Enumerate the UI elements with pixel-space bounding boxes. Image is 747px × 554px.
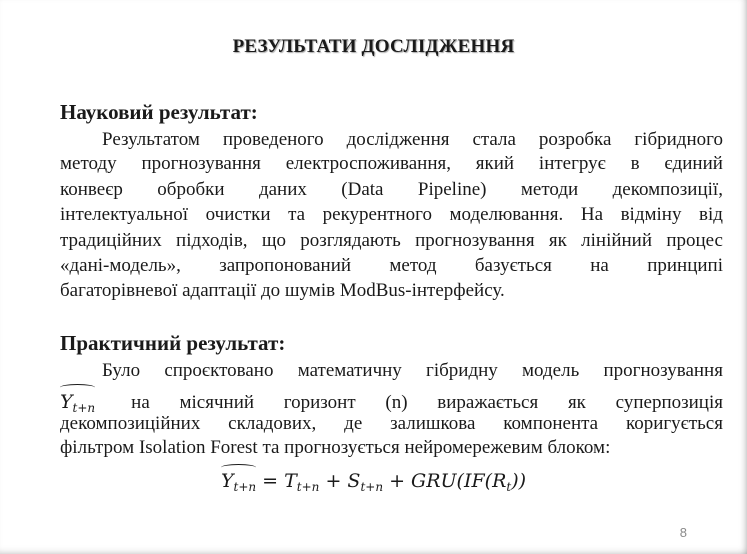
- practical-result-heading: Практичний результат:: [60, 331, 286, 355]
- paragraph-line: конвеєр обробки даних (Data Pipeline) методи декомпозиції,: [60, 179, 723, 200]
- slide-title: РЕЗУЛЬТАТИ ДОСЛІДЖЕННЯ: [232, 36, 515, 57]
- paragraph-line: Було спроєктовано математичну гібридну модель прогнозування: [102, 360, 723, 381]
- forecast-symbol: $Y_{t+n}$: [60, 384, 95, 420]
- paragraph-line: традиційних підходів, що розглядають прогнозування як лінійний процес: [60, 230, 723, 251]
- formula-gru-term: $GRU(IF(R_t))$: [411, 470, 527, 494]
- paragraph-line: Результатом проведеного дослідження стала розробка гібридного: [102, 129, 723, 150]
- paragraph-line-text: на місячний горизонт (n) виражається як суперпозиція: [131, 392, 723, 413]
- formula-seasonal-term: $S_{t+n}$: [347, 470, 384, 494]
- paragraph-line: фільтром Isolation Forest та прогнозується нейромережевим блоком:: [60, 437, 611, 458]
- formula-lhs: $Y_{t+n}$: [221, 464, 256, 494]
- paragraph-line: методу прогнозування електроспоживання, який інтегрує в єдиний: [60, 153, 723, 174]
- paragraph-line: багаторівневої адаптації до шумів ModBus-інтерфейсу.: [60, 280, 505, 301]
- paragraph-line: інтелектуальної очистки та рекурентного моделювання. На відміну від: [60, 204, 723, 225]
- scientific-result-heading: Науковий результат:: [60, 100, 258, 124]
- paragraph-line: декомпозиційних складових, де залишкова компонента коригується: [60, 413, 723, 434]
- formula-trend-term: $T_{t+n}$: [284, 470, 320, 494]
- page-number: 8: [679, 525, 687, 540]
- hybrid-model-formula: $Y_{t+n} = T_{t+n} + S_{t+n} + GRU(IF(R_t))$: [0, 464, 747, 494]
- paragraph-line: «дані-модель», запропонований метод базується на принципі: [60, 255, 723, 276]
